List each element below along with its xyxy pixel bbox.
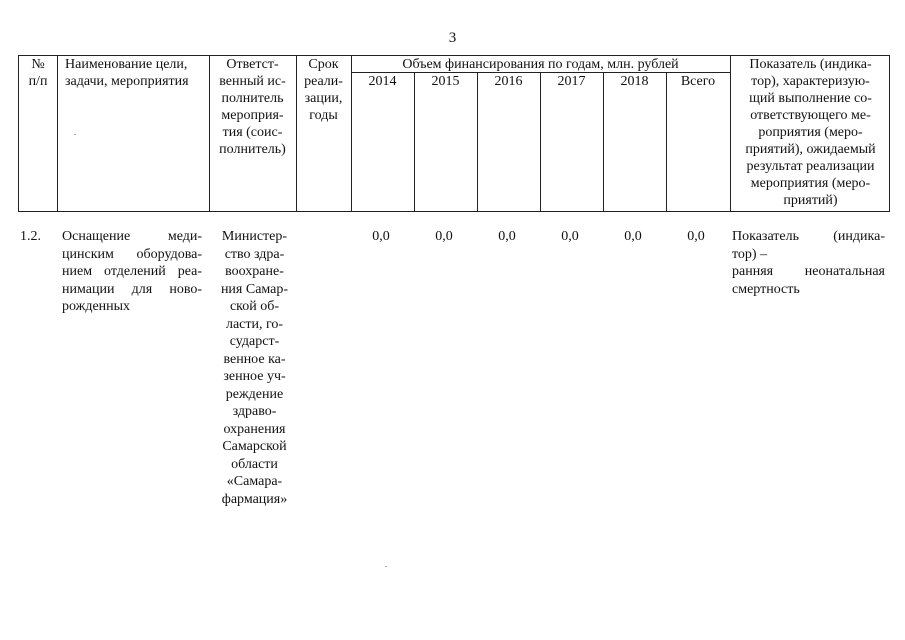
col-num-header: № п/п (28, 57, 48, 89)
year-2018: 2018 (620, 74, 649, 89)
page-number: 3 (448, 30, 457, 46)
col-indicator-header: Показатель (индика- тор), характеризую- щий выполнение со- ответствующего ме- роприятия (меро- приятий), ожидаемый результат реализации мероприятия (меро- приятий) (745, 57, 876, 208)
year-2014: 2014 (368, 74, 397, 89)
row-name: Оснащение меди- цинским оборудова- нием отделений реа- нимации для ново- рожденных (62, 229, 202, 314)
value-2018: 0,0 (624, 229, 642, 244)
value-2016: 0,0 (498, 229, 516, 244)
col-executor-header: Ответст- венный ис- полнитель мероприя- тия (соис- полнитель) (219, 57, 286, 157)
value-total: 0,0 (687, 229, 705, 244)
value-2014: 0,0 (372, 229, 390, 244)
col-name-header: Наименование цели, задачи, мероприятия (65, 57, 189, 89)
scan-speck (385, 566, 387, 567)
year-total: Всего (680, 74, 716, 89)
col-term-header: Срок реали- зации, годы (304, 57, 343, 123)
year-2017: 2017 (557, 74, 586, 89)
col-financing-header: Объем финансирования по годам, млн. рублей (402, 57, 679, 72)
year-2016: 2016 (494, 74, 523, 89)
table-header (18, 55, 890, 212)
year-2015: 2015 (431, 74, 460, 89)
scan-speck (74, 134, 76, 135)
value-2017: 0,0 (561, 229, 579, 244)
row-number: 1.2. (20, 229, 41, 244)
value-2015: 0,0 (435, 229, 453, 244)
row-indicator: Показатель (индика- тор) – ранняя неонатальная смертность (732, 229, 885, 297)
row-executor: Министер- ство здра- воохране- ния Самар- ской об- ласти, го- сударст- венное ка- зенное уч- реждение здраво- охранения Самарской области «Самара- фармация» (220, 229, 289, 507)
